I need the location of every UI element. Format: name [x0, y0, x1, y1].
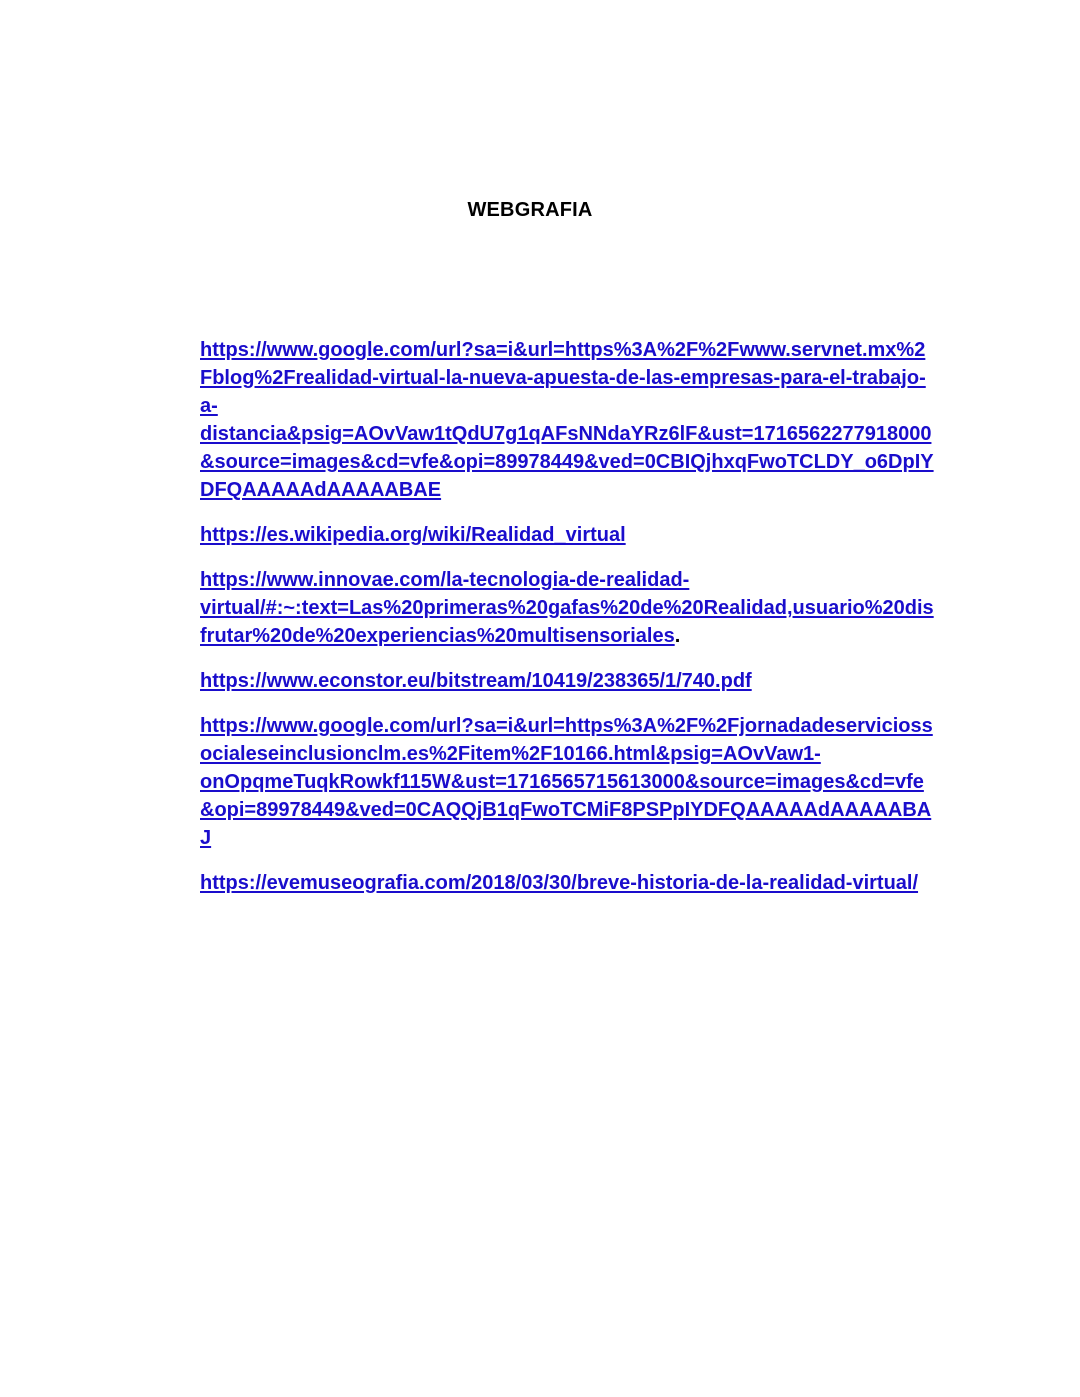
- link-line: frutar%20de%20experiencias%20multisensoriales: [200, 625, 675, 647]
- reference-list: [200, 336, 990, 914]
- link-line: &source=images&cd=vfe&opi=89978449&ved=0CBIQjhxqFwoTCLDY_o6DpIY: [200, 451, 934, 473]
- link-line: https://es.wikipedia.org/wiki/Realidad_virtual: [200, 524, 626, 546]
- link-line: https://www.google.com/url?sa=i&url=https%3A%2F%2Fwww.servnet.mx%2: [200, 339, 926, 361]
- link-line: virtual/#:~:text=Las%20primeras%20gafas%20de%20Realidad,usuario%20dis: [200, 597, 934, 619]
- link-line: ocialeseinclusionclm.es%2Fitem%2F10166.html&psig=AOvVaw1-: [200, 743, 821, 765]
- link-line: &opi=89978449&ved=0CAQQjB1qFwoTCMiF8PSPpIYDFQAAAAAdAAAAABA: [200, 799, 932, 821]
- link-line: Fblog%2Frealidad-virtual-la-nueva-apuesta-de-las-empresas-para-el-trabajo-: [200, 367, 926, 389]
- reference-item: [200, 667, 990, 695]
- link-line: https://www.google.com/url?sa=i&url=https%3A%2F%2Fjornadadeservicioss: [200, 715, 933, 737]
- reference-link[interactable]: [200, 667, 990, 695]
- reference-item: [200, 521, 990, 549]
- link-line: distancia&psig=AOvVaw1tQdU7g1qAFsNNdaYRz6lF&ust=1716562277918000: [200, 423, 932, 445]
- reference-link[interactable]: [200, 336, 990, 504]
- reference-link[interactable]: [200, 869, 990, 897]
- reference-item: [200, 566, 990, 650]
- link-line: J: [200, 827, 212, 849]
- trailing-period: .: [674, 625, 681, 647]
- link-line: a-: [200, 395, 218, 417]
- link-line: https://www.innovae.com/la-tecnologia-de-realidad-: [200, 569, 690, 591]
- reference-link[interactable]: [200, 712, 990, 852]
- link-line: onOpqmeTuqkRowkf115W&ust=1716565715613000&source=images&cd=vfe: [200, 771, 924, 793]
- link-line: https://www.econstor.eu/bitstream/10419/238365/1/740.pdf: [200, 670, 752, 692]
- reference-link[interactable]: [200, 521, 990, 549]
- reference-item: [200, 712, 990, 852]
- reference-link[interactable]: [200, 566, 990, 647]
- page-title: WEBGRAFIA: [467, 199, 593, 221]
- link-line: DFQAAAAAdAAAAABAE: [200, 479, 442, 501]
- link-line: https://evemuseografia.com/2018/03/30/breve-historia-de-la-realidad-virtual/: [200, 872, 919, 894]
- reference-item: [200, 336, 990, 504]
- reference-item: [200, 869, 990, 897]
